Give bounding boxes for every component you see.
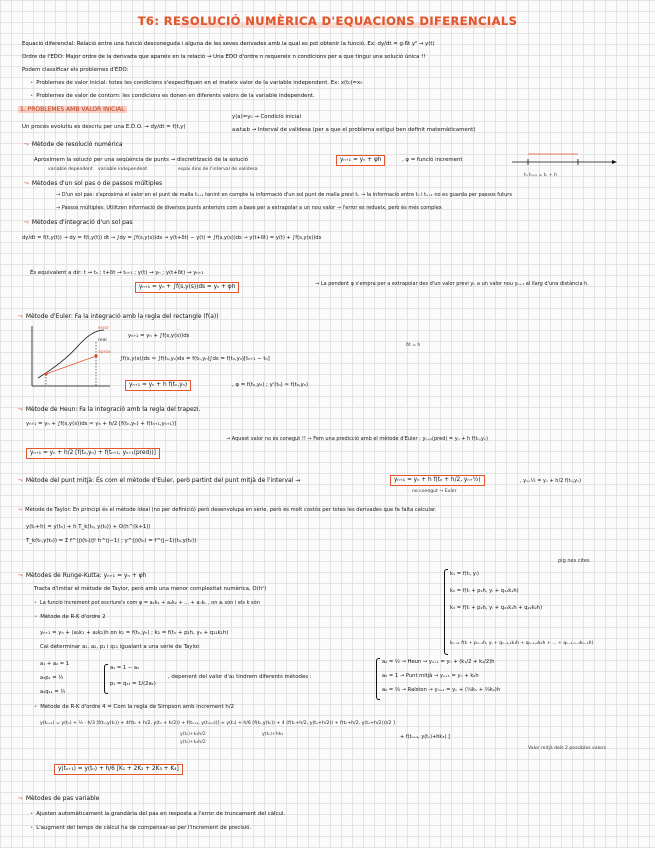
rk-order2-solve: Cal determinar a₁, a₂, p₁ i q₁₁ igualant a una sèrie de Taylor. bbox=[40, 644, 201, 650]
intro-boundary-value: • Problemes de valor de contorn: les condicions es donen en diferents valors de la variable independent. bbox=[30, 93, 315, 99]
rk-sys-3: a₂q₁₁ = ½ bbox=[40, 689, 66, 695]
rk-depending: , depenent del valor d'a₂ tindrem diferents mètodes : bbox=[168, 674, 312, 680]
s1-step-label: tₙ tₙ₊₁ = tₙ + h bbox=[524, 173, 558, 178]
euler-integral: yₙ₊₁ = yₙ + ∫f(s,y(s))ds bbox=[128, 333, 190, 339]
s1-step-diagram bbox=[508, 148, 618, 174]
s1-numeric-methods: ⤳ Mètode de resolució numèrica bbox=[24, 141, 123, 148]
s1-integration-methods: ⤳ Mètodes d'integració d'un sol pas bbox=[24, 219, 133, 226]
s1-indep-var: variable independent bbox=[98, 167, 148, 172]
s1-multi-step: → Passos múltiples: Utilitzen informació de diversos punts anteriors com a base per a extrapolar a un nou valor → l'error es redueix, però és més complex bbox=[56, 205, 442, 211]
s1-step-formula-box: yₙ₊₁ = yₙ + φh bbox=[336, 155, 385, 166]
rk-order4-last: + f(tₙ₊₁, y(tₙ)+hk₃) ] bbox=[400, 734, 450, 740]
euler-tail: , φ = f(tₙ,yₙ) ; y'(tₙ) ≈ f(tₙ,yₙ) bbox=[232, 382, 309, 388]
taylor-tk: T_k(tₙ,y(tₙ)) = Σ f^(j)(tₙ)/j! h^(j−1) ; y^(j)(tₙ) = f^(j−1)(tₙ,y(tₙ)) bbox=[26, 538, 197, 544]
rk-increment: • La funció increment pot escriure's com φ = a₁k₁ + a₂k₂ + ... + aₙkₙ , on aᵢ són i els k són bbox=[34, 600, 260, 606]
s1-increment-note: , φ = funció increment bbox=[402, 157, 463, 163]
rk-order2: • Mètode de R-K d'ordre 2 bbox=[34, 614, 106, 620]
varstep-cost: • L'augment del temps de càlcul ha de compensar-se per l'increment de precisió. bbox=[30, 825, 252, 831]
rk-side-note: pig nes cites bbox=[558, 558, 590, 564]
s1-single-multi: ⤳ Mètodes d'un sol pas o de passos múltiples bbox=[24, 180, 163, 187]
heun-formula-box: yₙ₊₁ = yₙ + h/2 [f(tₙ,yₙ) + f(tₙ₊₁, yₙ₊₁(pred))] bbox=[26, 448, 160, 459]
s1-integral-formula-box: yₙ₊₁ = yₙ + ∫f(s,y(s))ds = yₙ + φh bbox=[135, 282, 239, 293]
rk-order4-k2arg: y(tₙ)+k₁h/2 bbox=[180, 732, 206, 737]
euler-approx-label: aprox bbox=[98, 350, 111, 355]
rk-sys-brace bbox=[104, 664, 108, 694]
varstep-adjust: • Ajusten automàticament la grandària del pas en resposta a l'error de truncament del càlcul. bbox=[30, 811, 286, 817]
intro-classify: Podem classificar els problemes d'EDO: bbox=[22, 67, 129, 73]
rk-methods-brace bbox=[376, 658, 380, 700]
rk4-formula-box: y(tₙ₊₁) = y(tₙ) + h/6 [K₁ + 2K₂ + 2K₃ + K₄] bbox=[54, 764, 183, 775]
s1-integration-derivation: dy/dt = f(t,y(t)) → dy = f(t,y(t)) dt → ∫dy = ∫f(s,y(s))ds → y(t+δt) − y(t) = ∫f(s,y(s))ds → y(t+δt) = y(t) + ∫f(s,y(s))ds bbox=[22, 235, 322, 241]
s1-ode: Un procés evolutiu es descriu per una E.D.O. → dy/dt = f(t,y) bbox=[22, 124, 186, 130]
intro-order: Ordre de l'EDO: Major ordre de la derivada que apareix en la relació → Una EDO d'ordre n requereix n condicions per a que tingui una solució única !! bbox=[22, 54, 426, 60]
rk-sys-1: a₁ + a₂ = 1 bbox=[40, 661, 70, 667]
euler-real-label: real bbox=[98, 338, 107, 343]
euler-dt-note: δt = h bbox=[406, 343, 421, 348]
heun-prediction: → Aquest valor no és conegut !! → Fem una predicció amb el mètode d'Euler : yₙ₊₁(pred) = yₙ + h f(tₙ,yₙ) bbox=[226, 436, 488, 442]
midpoint-tail: , yₙ₊½ = yₙ + h/2 f(tₙ,yₙ) bbox=[520, 478, 582, 484]
s1-discretization: Aproximem la solució per una seqüència de punts → discretització de la solució bbox=[34, 157, 249, 163]
euler-error-label: error bbox=[98, 326, 110, 331]
s1-slope-note: → La pendent φ s'empra per a extrapolar des d'un valor previ yₙ a un valor nou yₙ₊₁ al llarg d'una distància h. bbox=[315, 281, 589, 287]
s1-initial-condition: y(a)=y₀ → Condició inicial bbox=[232, 114, 302, 120]
taylor-heading: ⤳ Mètode de Taylor: En principi és el mètode ideal (no per definició) però desenvolupa en sèrie, però és molt costós per totes les derivades que fa falta calcular. bbox=[18, 507, 437, 513]
s1-single-step: → D'un sol pas: s'aproxima el valor en el punt de malla tₙ₊₁ tenint en compte la informació d'un sol punt de malla previ tₙ → la informació entre tₙ i tₙ₊₁ no es guarda per passos futurs bbox=[56, 192, 512, 198]
rk-k1: k₁ = f(tᵢ, yᵢ) bbox=[450, 571, 479, 577]
section-heading-1: 1. PROBLEMES AMB VALOR INICIAL bbox=[20, 106, 125, 113]
rk-sys-5: p₁ = q₁₁ = 1/(2a₂) bbox=[110, 681, 156, 687]
rk-order4-simpson: y(tₙ₊₁) = y(tₙ) + ½ · h/3 [f(tₙ,y(tₙ)) + 4f(tₙ + h/2, y(tₙ + h/2)) + f(tₙ₊₁, y(tₙ₊₁))] ≈ y(tₙ) + h/6 [f(tₙ,y(tₙ)) + 4 (f(tₙ+h/2, y(tₙ+h/2)) + f(tₙ+h/2, y(tₙ+h/2)))/2 ] bbox=[40, 721, 395, 726]
s1-interval: a≤t≤b → Interval de validesa (per a que el problema estigui ben definit matemàticament) bbox=[232, 127, 476, 133]
rk-heun: a₂ = ½ → Heun → yₙ₊₁ = yₙ + (k₁/2 + k₂/2)h bbox=[382, 659, 495, 665]
rk-sys-4: a₁ = 1 − a₂ bbox=[110, 665, 140, 671]
s1-equivalence: És equivalent a dir: t → tₙ ; t+δt → tₙ₊₁ ; y(t) → yₙ ; y(t+δt) → yₙ₊₁ bbox=[30, 270, 204, 276]
s1-dep-var: variable dependent bbox=[48, 167, 93, 172]
rk-intro: Tracta d'imitar el mètode de Taylor, però amb una menor complexitat numèrica, O(hⁿ) bbox=[34, 586, 267, 592]
euler-formula-box: yₙ₊₁ = yₙ + h f(tₙ,yₙ) bbox=[125, 380, 191, 391]
rk-kn: kₙ = f(tᵢ + pₙ₋₁h, yᵢ + qₙ₋₁,₁k₁h + qₙ₋₁,₂k₂h + ... + qₙ₋₁,ₙ₋₁kₙ₋₁h) bbox=[450, 641, 594, 646]
rk-k-brace bbox=[444, 569, 448, 655]
rk-k2: k₂ = f(tᵢ + p₁h, yᵢ + q₁₁k₁h) bbox=[450, 588, 519, 594]
rk-order2-formula: yₙ₊₁ = yₙ + (a₁k₁ + a₂k₂)h on k₁ = f(tₙ,yₙ) ; k₂ = f(tₙ + p₁h, yₙ + q₁₁k₁h) bbox=[40, 630, 229, 636]
rk-order4-k4arg: y(tₙ)+hk₃ bbox=[262, 732, 284, 737]
intro-definition: Equació diferencial: Relació entre una funció desconeguda i alguna de les seves derivades amb la qual es pot obtenir la funció. Ex: dy/dt = g·6t y² → y(t) bbox=[22, 41, 435, 47]
euler-graph bbox=[24, 322, 114, 397]
midpoint-heading: ⤳ Mètode del punt mitjà: És com el mètode d'Euler, però partint del punt mitjà de l'interval → bbox=[18, 477, 301, 484]
rk-order4-k3arg: y(tₙ)+k₂h/2 bbox=[180, 740, 206, 745]
varstep-heading: ⤳ Mètodes de pas variable bbox=[18, 795, 100, 802]
rk-heading: ⤳ Mètodes de Runge-Kutta: yₙ₊₁ = yₙ + φh bbox=[18, 572, 147, 579]
taylor-series: y(tₙ+h) = y(tₙ) + h T_k(tₙ, y(tₙ)) + O(h^(k+1)) bbox=[26, 524, 151, 530]
midpoint-note: no conegut → Euler bbox=[412, 489, 457, 494]
heun-trapezoid: yₙ₊₁ = yₙ + ∫f(s,y(s))ds ≈ yₙ + h/2 [f(tₙ,yₙ) + f(tₙ₊₁,yₙ₊₁)] bbox=[26, 421, 177, 427]
s1-interval-note: espai dins de l'interval de validesa bbox=[178, 167, 258, 172]
page-title: T6: RESOLUCIÓ NUMÈRICA D'EQUACIONS DIFERENCIALS bbox=[0, 14, 655, 28]
heun-heading: ⤳ Mètode de Heun: Fa la integració amb la regla del trapezi. bbox=[18, 406, 201, 413]
euler-rectangle: ∫f(s,y(s))ds ≈ ∫f(tₙ,yₙ)ds = f(tₙ,yₙ)∫ds = f(tₙ,yₙ)[tₙ₊₁ − tₙ] bbox=[120, 356, 270, 362]
rk-midpoint: a₂ = 1 → Punt mitjà → yₙ₊₁ = yₙ + k₂h bbox=[382, 673, 479, 679]
rk-order4-mean: Valor mitjà dels 2 possibles valors bbox=[528, 746, 606, 751]
midpoint-formula-box: yₙ₊₁ = yₙ + h f(tₙ + h/2, yₙ₊½) bbox=[390, 475, 485, 486]
rk-ralston: a₂ = ⅔ → Ralston → yₙ₊₁ = yₙ + (⅓k₁ + ⅔k₂)h bbox=[382, 687, 501, 693]
rk-k3: k₃ = f(tᵢ + p₂h, yᵢ + q₂₁k₁h + q₂₂k₂h) bbox=[450, 605, 543, 611]
euler-heading: ⤳ Mètode d'Euler: Fa la integració amb la regla del rectangle (f(a)) bbox=[18, 313, 219, 320]
intro-initial-value: • Problemes de valor inicial: totes les condicions s'especifiquen en el mateix valor de la variable independent. Ex: x(t₀)=x₀ bbox=[30, 80, 363, 86]
rk-order4: • Mètode de R-K d'ordre 4 = Com la regla de Simpson amb increment h/2 bbox=[34, 704, 235, 710]
rk-sys-2: a₂p₁ = ½ bbox=[40, 675, 64, 681]
